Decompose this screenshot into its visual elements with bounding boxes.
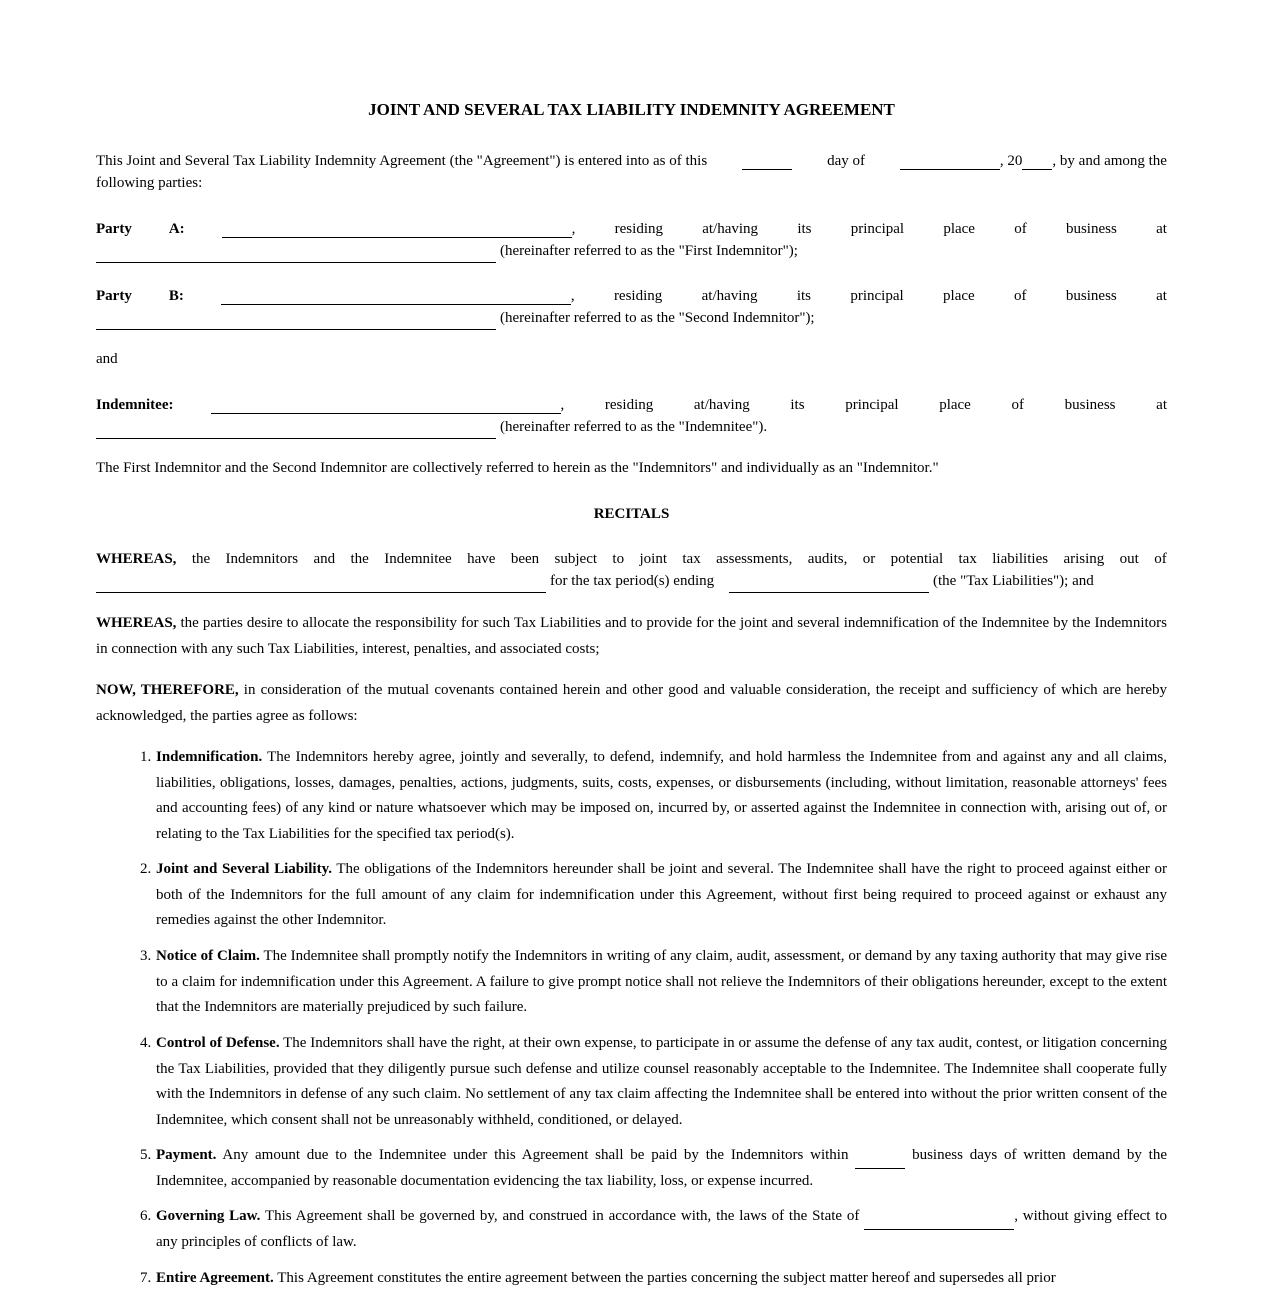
whereas-1-word: subject: [554, 551, 598, 567]
party-b-word: residing: [613, 288, 663, 304]
whereas-1-word: assessments,: [716, 551, 793, 567]
whereas-1-word: been: [510, 551, 540, 567]
month-blank[interactable]: [900, 151, 1000, 170]
and-text: and: [96, 351, 118, 367]
whereas-1-word: or: [862, 551, 876, 567]
indemnitee-tail: (hereinafter referred to as the "Indemnitee").: [500, 419, 768, 435]
intro-text-3: , 20: [999, 153, 1023, 169]
section-number: 3.: [140, 948, 152, 964]
party-a-address-blank[interactable]: [96, 262, 496, 263]
party-a-word: principal: [850, 221, 905, 237]
now-therefore-text: in consideration of the mutual covenants contained herein and other good and valuable consideration, the receipt and sufficiency of which are hereby acknowledged, the parties agree as follows:: [96, 682, 1167, 724]
section-number: 5.: [140, 1147, 152, 1163]
party-b-word: principal: [850, 288, 904, 304]
section-text: This Agreement shall be governed by, and construed in accordance with, the laws of the State of: [260, 1208, 860, 1224]
section-text: , without giving effect to any principles of conflicts of law.: [156, 1208, 1167, 1250]
section-text: This Agreement constitutes the entire agreement between the parties concerning the subject matter hereof and supersedes all prior: [273, 1270, 1056, 1286]
indemnitee-word: at: [1156, 397, 1167, 413]
indemnitee-line: [96, 392, 1167, 414]
whereas-2-text: the parties desire to allocate the responsibility for such Tax Liabilities and to provide for the joint and several indemnification of the Indemnitee by the Indemnitors in connection with any such Tax Liabilities, interest, penalties, and associated costs;: [96, 615, 1167, 657]
intro-text-2: day of: [827, 153, 865, 169]
whereas-1-word: potential: [890, 551, 944, 567]
party-a-word: at/having: [702, 221, 759, 237]
party-b-label: Party: [96, 288, 132, 304]
party-a-word: at: [1156, 221, 1167, 237]
section-text: The Indemnitee shall promptly notify the Indemnitors in writing of any claim, audit, assessment, or demand by any taxing authority that may give rise to a claim for indemnification under this Agreement. A failure to give prompt notice shall not relieve the Indemnitors of their obligations hereunder, except to the extent that the Indemnitors are materially prejudiced by such failure.: [156, 948, 1167, 1015]
party-b-word: business: [1065, 288, 1117, 304]
section-heading: Notice of Claim.: [156, 948, 260, 964]
party-b-line: [96, 283, 1167, 305]
intro-line-1: [96, 148, 1167, 170]
party-a-label: Party: [96, 221, 132, 237]
whereas-1-word: to: [612, 551, 625, 567]
intro-text-4: , by and among the: [1052, 153, 1167, 169]
section-number: 2.: [140, 861, 152, 877]
intro-line-2: following parties:: [96, 175, 203, 191]
whereas-1-word: liabilities: [992, 551, 1049, 567]
whereas-2: [96, 611, 1167, 662]
whereas-1-word: the: [350, 551, 369, 567]
whereas-1-word: Indemnitors: [225, 551, 299, 567]
indemnitee-word: at/having: [693, 397, 750, 413]
section-heading: Governing Law.: [156, 1208, 261, 1224]
indemnitee-word: residing: [604, 397, 654, 413]
party-b-letter: B:: [168, 288, 184, 304]
section-number: 7.: [140, 1270, 152, 1286]
party-a-comma: ,: [571, 221, 576, 237]
section-heading: Payment.: [156, 1147, 217, 1163]
section-heading: Entire Agreement.: [156, 1270, 274, 1286]
party-a-word: of: [1014, 221, 1027, 237]
party-b-word: at/having: [701, 288, 758, 304]
section-heading: Indemnification.: [156, 749, 263, 765]
party-a-word: business: [1065, 221, 1117, 237]
day-blank[interactable]: [742, 151, 792, 170]
party-b-name-blank[interactable]: [221, 286, 571, 305]
section-text: Any amount due to the Indemnitee under this Agreement shall be paid by the Indemnitors within: [216, 1147, 849, 1163]
section-number: 6.: [140, 1208, 152, 1224]
whereas-1-tail: (the "Tax Liabilities"); and: [933, 573, 1094, 589]
whereas-1-word: and: [313, 551, 336, 567]
whereas-1-word: have: [467, 551, 496, 567]
whereas-1-word: the: [191, 551, 211, 567]
party-a-letter: A:: [168, 221, 185, 237]
section-heading: Control of Defense.: [156, 1035, 280, 1051]
indemnitee-word: place: [939, 397, 971, 413]
whereas-1-word: arising: [1063, 551, 1105, 567]
party-b-word: at: [1156, 288, 1167, 304]
party-a-word: place: [943, 221, 975, 237]
indemnitee-word: of: [1011, 397, 1024, 413]
payment-days-blank[interactable]: [855, 1150, 905, 1169]
party-b-tail: (hereinafter referred to as the "Second Indemnitor");: [500, 310, 815, 326]
year-blank[interactable]: [1022, 151, 1052, 170]
collective-definition: The First Indemnitor and the Second Indemnitor are collectively referred to herein as the "Indemnitors" and individually as an "Indemnitor.": [96, 460, 939, 476]
party-a-line: [96, 216, 1167, 238]
whereas-1-word: joint: [639, 551, 667, 567]
section-number: 1.: [140, 749, 152, 765]
indemnitee-comma: ,: [560, 397, 565, 413]
party-b-comma: ,: [570, 288, 575, 304]
party-a-name-blank[interactable]: [222, 219, 572, 238]
whereas-1-word: tax: [682, 551, 701, 567]
whereas-1-word: audits,: [807, 551, 848, 567]
section-text: The obligations of the Indemnitors hereunder shall be joint and several. The Indemnitee shall have the right to proceed against either or both of the Indemnitors for the full amount of any claim for indemnification under this Agreement, without first being required to proceed against or exhaust any remedies against the other Indemnitor.: [156, 861, 1167, 928]
party-b-word: of: [1014, 288, 1027, 304]
party-a-tail: (hereinafter referred to as the "First Indemnitor");: [500, 243, 798, 259]
indemnitee-word: principal: [845, 397, 899, 413]
party-a-word: residing: [614, 221, 663, 237]
section-heading: Joint and Several Liability.: [156, 861, 333, 877]
indemnitee-word: business: [1064, 397, 1116, 413]
recitals-heading: RECITALS: [593, 506, 670, 522]
section-text: The Indemnitors hereby agree, jointly and severally, to defend, indemnify, and hold harmless the Indemnitee from and against any and all claims, liabilities, obligations, losses, damages, penalties, actions, judgments, suits, costs, expenses, or disbursements (including, without limitation, reasonable attorneys' fees and accounting fees) of any kind or nature whatsoever which may be imposed on, incurred by, or asserted against the Indemnitee in connection with, arising out of, or relating to the Tax Liabilities for the specified tax period(s).: [156, 749, 1167, 842]
whereas-1-line-1: [96, 546, 1167, 568]
party-b-address-blank[interactable]: [96, 329, 496, 330]
section-number: 4.: [140, 1035, 152, 1051]
whereas-1-mid: for the tax period(s) ending: [550, 573, 715, 589]
whereas-1-word: tax: [958, 551, 977, 567]
governing-state-blank[interactable]: [864, 1211, 1014, 1230]
section-text: The Indemnitors shall have the right, at their own expense, to participate in or assume the defense of any tax audit, contest, or litigation concerning the Tax Liabilities, provided that they diligently pursue such defense and utilize counsel reasonably acceptable to the Indemnitee. The Indemnitee shall cooperate fully with the Indemnitors in defense of any such claim. No settlement of any tax claim affecting the Indemnitee shall be entered into without the prior written consent of the Indemnitee, which consent shall not be unreasonably withheld, conditioned, or delayed.: [156, 1035, 1167, 1128]
intro-text-1: This Joint and Several Tax Liability Indemnity Agreement (the "Agreement") is entered into as of this: [96, 153, 708, 169]
whereas-2-lead: WHEREAS,: [96, 615, 177, 631]
whereas-1-subject-blank[interactable]: [96, 592, 546, 593]
indemnitee-label: Indemnitee:: [96, 397, 174, 413]
tax-period-end-blank[interactable]: [729, 592, 929, 593]
document-title: JOINT AND SEVERAL TAX LIABILITY INDEMNITY AGREEMENT: [368, 100, 895, 119]
party-b-word: its: [796, 288, 811, 304]
indemnitee-word: its: [790, 397, 805, 413]
indemnitee-name-blank[interactable]: [211, 395, 561, 414]
whereas-1-word: of: [1154, 551, 1167, 567]
whereas-1-lead: WHEREAS,: [96, 551, 177, 567]
section-text: business days of written demand by the Indemnitee, accompanied by reasonable documentation evidencing the tax liability, loss, or expense incurred.: [156, 1147, 1168, 1189]
party-a-word: its: [797, 221, 812, 237]
party-b-word: place: [943, 288, 975, 304]
whereas-1-word: Indemnitee: [384, 551, 452, 567]
indemnitee-address-blank[interactable]: [96, 438, 496, 439]
now-therefore: [96, 678, 1167, 729]
whereas-1-word: out: [1119, 551, 1139, 567]
now-therefore-lead: NOW, THEREFORE,: [96, 682, 239, 698]
